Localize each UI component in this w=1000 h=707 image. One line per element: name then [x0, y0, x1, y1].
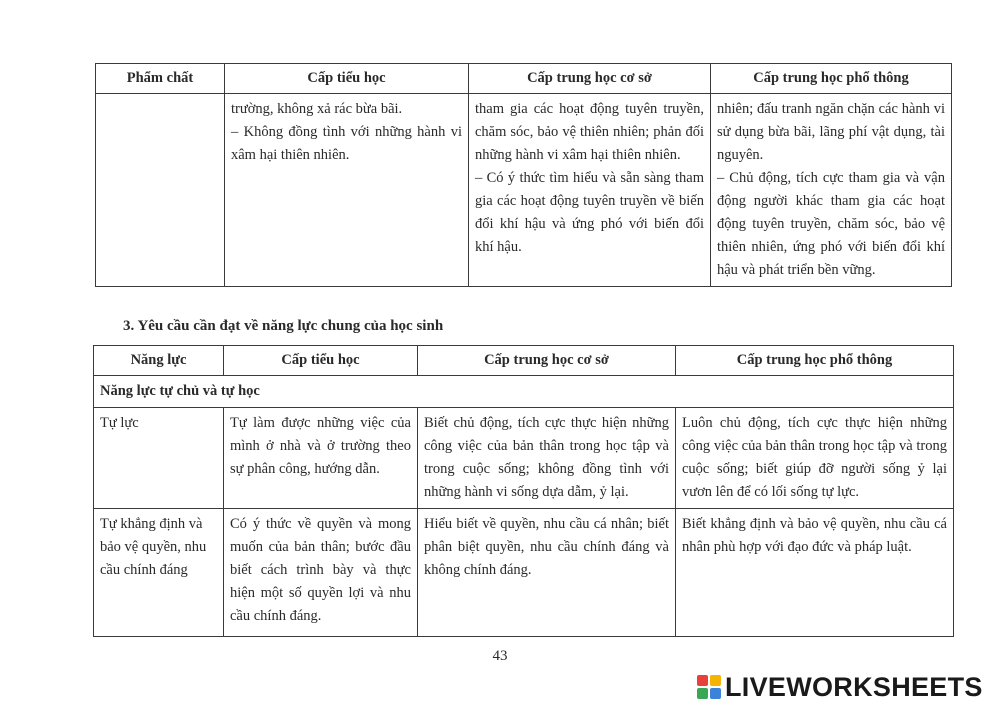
primary-text-2: – Không đồng tình với những hành vi xâm hại thiên nhiên.: [231, 124, 462, 163]
page-number: 43: [492, 648, 508, 664]
header-upper-secondary: Cấp trung học phổ thông: [676, 346, 954, 376]
upper-secondary-cell: Biết khẳng định và bảo vệ quyền, nhu cầu cá nhân phù hợp với đạo đức và pháp luật.: [676, 509, 954, 637]
logo-icon: [697, 675, 721, 699]
lower-secondary-cell: Biết chủ động, tích cực thực hiện những công việc của bản thân trong học tập và trong cuộc sống; không đồng tình với những hành vi sống dựa dẫm, ỷ lại.: [418, 408, 676, 509]
quality-cell: [96, 94, 225, 287]
primary-cell: Có ý thức về quyền và mong muốn của bản thân; bước đầu biết cách trình bày và thực hiện một số quyền lợi và nhu cầu chính đáng.: [224, 509, 418, 637]
lower-secondary-text-2: – Có ý thức tìm hiểu và sẵn sàng tham gia các hoạt động tuyên truyền về biến đổi khí hậu và ứng phó với biến đổi khí hậu.: [475, 170, 704, 255]
logo-text: LIVEWORKSHEETS: [725, 671, 983, 702]
liveworksheets-logo[interactable]: [697, 672, 983, 702]
competency-name: Tự khẳng định và bảo vệ quyền, nhu cầu chính đáng: [94, 509, 224, 637]
logo-block-yellow: [710, 675, 721, 686]
logo-block-green: [697, 688, 708, 699]
logo-block-red: [697, 675, 708, 686]
primary-cell: [225, 94, 469, 287]
upper-secondary-text-2: – Chủ động, tích cực tham gia và vận động người khác tham gia các hoạt động tuyên truyền, chăm sóc, bảo vệ thiên nhiên, ứng phó với biến đổi khí hậu và phát triển bền vững.: [717, 170, 945, 278]
header-primary: Cấp tiểu học: [224, 346, 418, 376]
qualities-table: [95, 63, 952, 287]
lower-secondary-text-1: tham gia các hoạt động tuyên truyền, chăm sóc, bảo vệ thiên nhiên; phản đối những hành vi xâm hại thiên nhiên.: [475, 101, 704, 163]
upper-secondary-cell: [711, 94, 952, 287]
primary-cell: Tự làm được những việc của mình ở nhà và ở trường theo sự phân công, hướng dẫn.: [224, 408, 418, 509]
header-quality: Phẩm chất: [96, 64, 225, 94]
logo-block-blue: [710, 688, 721, 699]
header-lower-secondary: Cấp trung học cơ sở: [469, 64, 711, 94]
competencies-table: [93, 345, 954, 637]
header-lower-secondary: Cấp trung học cơ sở: [418, 346, 676, 376]
header-competency: Năng lực: [94, 346, 224, 376]
competency-name: Tự lực: [94, 408, 224, 509]
header-primary: Cấp tiểu học: [225, 64, 469, 94]
section-heading: 3. Yêu cầu cần đạt về năng lực chung của học sinh: [123, 318, 444, 334]
section-row: Năng lực tự chủ và tự học: [94, 376, 954, 408]
lower-secondary-cell: Hiểu biết về quyền, nhu cầu cá nhân; biết phân biệt quyền, nhu cầu chính đáng và không chính đáng.: [418, 509, 676, 637]
header-upper-secondary: Cấp trung học phổ thông: [711, 64, 952, 94]
upper-secondary-text-1: nhiên; đấu tranh ngăn chặn các hành vi sử dụng bừa bãi, lãng phí vật dụng, tài nguyên.: [717, 101, 945, 163]
upper-secondary-cell: Luôn chủ động, tích cực thực hiện những công việc của bản thân trong học tập và trong cuộc sống; biết giúp đỡ người sống ỷ lại vươn lên để có lối sống tự lực.: [676, 408, 954, 509]
lower-secondary-cell: [469, 94, 711, 287]
primary-text-1: trường, không xả rác bừa bãi.: [231, 101, 403, 117]
